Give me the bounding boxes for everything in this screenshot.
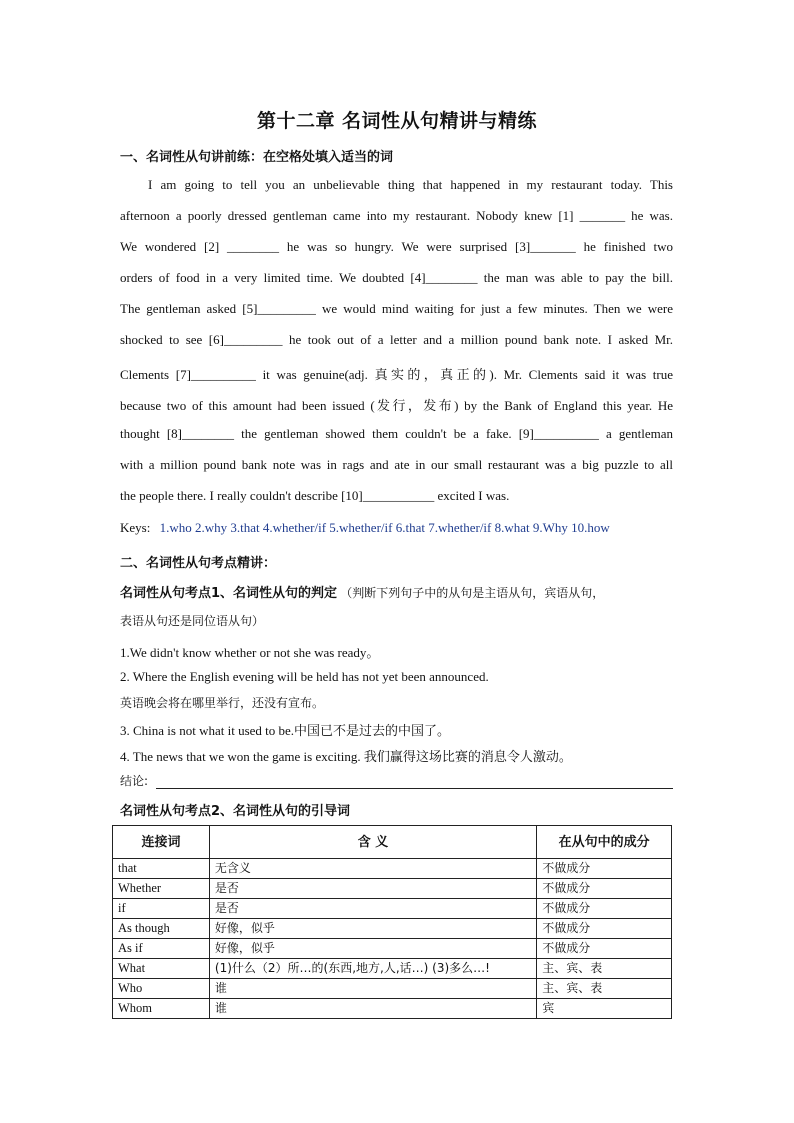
table-cell: 不做成分 [537,939,672,959]
paragraph-line: thought [8]________ the gentleman showed them couldn't be a fake. [9]__________ a gentleman [120,426,673,441]
conclusion-label: 结论: [120,774,149,788]
paragraph-line: afternoon a poorly dressed gentleman came into my restaurant. Nobody knew [1] _______ he was. [120,208,673,223]
section1-heading: 一、名词性从句讲前练：在空格处填入适当的词 [120,150,394,165]
conclusion-blank-line [156,787,673,789]
table-cell: 主、宾、表 [537,959,672,979]
answer-keys [120,520,673,536]
paragraph-line: orders of food in a very limited time. We doubted [4]________ the man was able to pay the bill. [120,270,673,285]
table-cell: 不做成分 [537,899,672,919]
point1-title: 名词性从句考点1、名词性从句的判定 [120,586,338,601]
table-cell: 宾 [537,999,672,1019]
table-cell: What [113,959,210,979]
example-translation: 英语晚会将在哪里举行，还没有宣布。 [120,696,325,710]
example-sentence: 3. China is not what it used to be.中国已不是过去的中国了。 [120,723,451,738]
point2-title: 名词性从句考点2、名词性从句的引导词 [120,804,351,819]
paragraph-line: We wondered [2] ________ he was so hungry. We were surprised [3]_______ he finished two [120,239,673,254]
table-cell: if [113,899,210,919]
table-cell: 不做成分 [537,859,672,879]
table-cell: Who [113,979,210,999]
paragraph-line: Clements [7]__________ it was genuine(adj. 真实的，真正的). Mr. Clements said it was true [120,367,673,382]
table-header: 含 义 [209,826,536,859]
table-cell: As if [113,939,210,959]
table-row [113,959,672,979]
table-cell: As though [113,919,210,939]
table-cell: 好像，似乎 [209,939,536,959]
table-header-row [113,826,672,859]
page-title: 第十二章 名词性从句精讲与精练 [256,110,538,132]
table-row [113,879,672,899]
table-header: 连接词 [113,826,210,859]
table-row [113,919,672,939]
table-row [113,979,672,999]
connectives-table [112,825,672,1019]
point1-note-cont: 表语从句还是同位语从句） [120,614,265,628]
paragraph-line: I am going to tell you an unbelievable thing that happened in my restaurant today. This [148,177,673,192]
table-cell: 好像，似乎 [209,919,536,939]
paragraph-line: with a million pound bank note was in rags and ate in our small restaurant was a big puzzle to all [120,457,673,472]
table-row [113,939,672,959]
table-cell: that [113,859,210,879]
paragraph-line: the people there. I really couldn't describe [10]___________ excited I was. [120,488,510,503]
table-cell: 无含义 [209,859,536,879]
table-row [113,999,672,1019]
example-sentence: 2. Where the English evening will be held has not yet been announced. [120,669,489,684]
table-cell: 谁 [209,999,536,1019]
keys-text: 1.who 2.why 3.that 4.whether/if 5.whether/if 6.that 7.whether/if 8.what 9.Why 10.how [159,520,610,535]
table-row [113,899,672,919]
example-sentence: 4. The news that we won the game is exciting. 我们赢得这场比赛的消息令人激动。 [120,749,572,764]
paragraph-line: shocked to see [6]_________ he took out of a letter and a million pound bank note. I asked Mr. [120,332,673,347]
table-cell: 是否 [209,899,536,919]
table-cell: 是否 [209,879,536,899]
table-cell: 谁 [209,979,536,999]
point1-note: （判断下列句子中的从句是主语从句，宾语从句， [340,586,605,600]
table-cell: 不做成分 [537,919,672,939]
table-cell: 不做成分 [537,879,672,899]
table-cell: 主、宾、表 [537,979,672,999]
table-header: 在从句中的成分 [537,826,672,859]
table-cell: Whether [113,879,210,899]
paragraph-line: The gentleman asked [5]_________ we would mind waiting for just a few minutes. Then we were [120,301,673,316]
table-cell: (1)什么（2）所…的(东西,地方,人,话…) (3)多么…! [209,959,536,979]
table-row [113,859,672,879]
keys-label: Keys: [120,520,151,535]
paragraph-line: because two of this amount had been issued (发行，发布) by the Bank of England this year. He [120,398,673,413]
point1-line [120,582,673,601]
table-cell: Whom [113,999,210,1019]
example-sentence: 1.We didn't know whether or not she was ready。 [120,645,380,660]
section2-heading: 二、名词性从句考点精讲： [120,556,277,571]
